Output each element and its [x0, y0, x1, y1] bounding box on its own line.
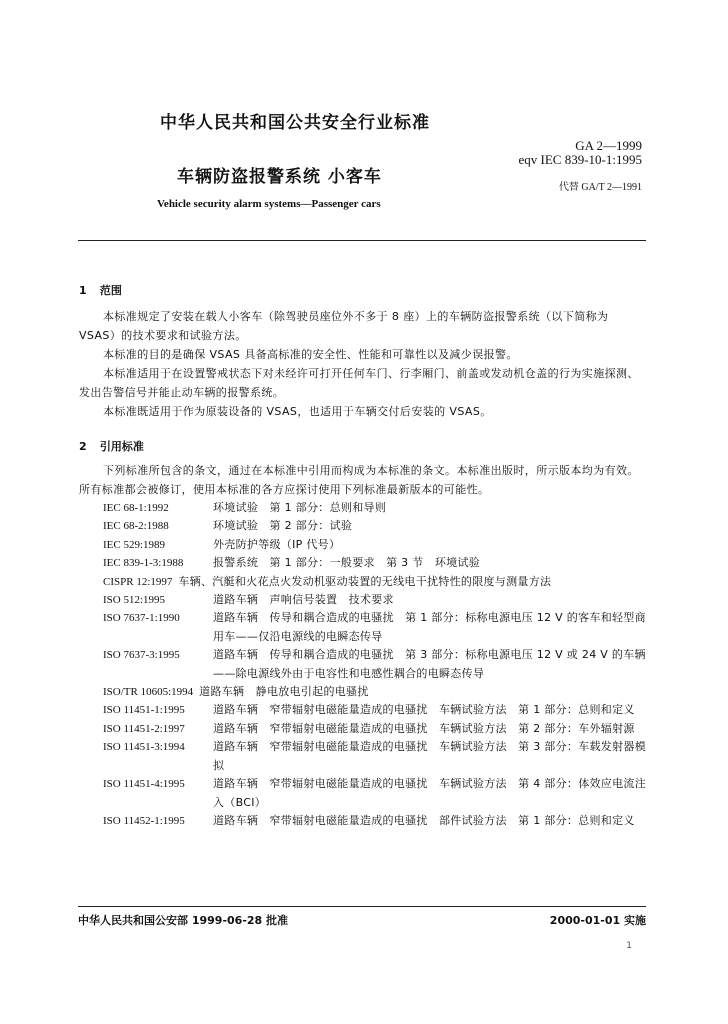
- reference-title: 道路车辆 静电放电引起的电骚扰: [199, 685, 369, 699]
- paragraph: 本标准适用于在设置警戒状态下对未经许可打开任何车门、行李厢门、前盖或发动机仓盖的行为实施探测、发出告警信号并能止动车辆的报警系统。: [79, 367, 639, 399]
- reference-title: 道路车辆 窄带辐射电磁能量造成的电骚扰 车辆试验方法 第 3 部分：车载发射器模拟: [213, 740, 646, 772]
- reference-id: IEC 68-1:1992: [103, 502, 169, 514]
- reference-item: [103, 775, 648, 812]
- reference-item: [103, 701, 648, 719]
- reference-title: 道路车辆 窄带辐射电磁能量造成的电骚扰 车辆试验方法 第 4 部分：体效应电流注入（BCI）: [213, 777, 646, 809]
- paragraph: 本标准的目的是确保 VSAS 具备高标准的安全性、性能和可靠性以及减少误报警。: [103, 348, 518, 361]
- document-title-en: Vehicle security alarm systems—Passenger cars: [157, 198, 381, 210]
- footer-divider: [78, 906, 646, 907]
- implementation-date: 2000-01-01 实施: [549, 914, 646, 927]
- reference-item: [103, 554, 648, 572]
- reference-id: ISO 7637-3:1995: [103, 649, 180, 662]
- reference-title: 道路车辆 声响信号装置 技术要求: [213, 593, 394, 607]
- page-number: 1: [626, 941, 632, 951]
- section-2-intro: [79, 461, 645, 499]
- reference-id: ISO 512:1995: [103, 594, 166, 607]
- reference-title: 报警系统 第 1 部分：一般要求 第 3 节 环境试验: [213, 556, 481, 570]
- reference-title: 车辆、汽艇和火花点火发动机驱动装置的无线电干扰特性的限度与测量方法: [178, 574, 552, 588]
- reference-item: [103, 738, 648, 775]
- reference-id: ISO 11452-1:1995: [103, 814, 185, 827]
- reference-id: ISO 11451-1:1995: [103, 704, 185, 717]
- reference-id: CISPR 12:1997: [103, 575, 173, 588]
- reference-id: ISO 11451-3:1994: [103, 741, 185, 754]
- section-number: 2: [79, 440, 87, 453]
- reference-id: IEC 529:1989: [103, 538, 166, 551]
- paragraph: 本标准规定了安装在载人小客车（除驾驶员座位外不多于 8 座）上的车辆防盗报警系统（以下简称为 VSAS）的技术要求和试验方法。: [79, 310, 609, 342]
- reference-id: ISO 11451-2:1997: [103, 722, 185, 735]
- header-divider: [78, 240, 646, 241]
- approval-line: 中华人民共和国公安部 1999-06-28 批准: [78, 914, 289, 927]
- paragraph: 本标准既适用于作为原装设备的 VSAS，也适用于车辆交付后安装的 VSAS。: [103, 405, 492, 418]
- section-2-heading: [79, 438, 144, 454]
- reference-id: IEC 839-1-3:1988: [103, 557, 184, 570]
- reference-item: [103, 812, 648, 830]
- reference-item: [103, 646, 648, 683]
- section-1-body: [79, 307, 645, 421]
- reference-title: 道路车辆 窄带辐射电磁能量造成的电骚扰 部件试验方法 第 1 部分：总则和定义: [213, 813, 635, 827]
- reference-item: [103, 720, 648, 738]
- reference-item: [103, 683, 648, 701]
- reference-title: 环境试验 第 2 部分：试验: [213, 519, 353, 533]
- reference-title: 道路车辆 窄带辐射电磁能量造成的电骚扰 车辆试验方法 第 1 部分：总则和定义: [213, 703, 635, 717]
- reference-item: [103, 573, 648, 591]
- reference-title: 外壳防护等级（IP 代号）: [213, 537, 341, 551]
- section-number: 1: [79, 284, 87, 297]
- reference-id: ISO 11451-4:1995: [103, 778, 185, 791]
- reference-title: 环境试验 第 1 部分：总则和导则: [213, 501, 387, 514]
- section-title: 引用标准: [99, 440, 144, 453]
- reference-id: ISO 7637-1:1990: [103, 612, 180, 625]
- section-1-heading: [79, 282, 122, 298]
- reference-title: 道路车辆 传导和耦合造成的电骚扰 第 3 部分：标称电源电压 12 V 或 24 V 的车辆——除电源线外由于电容性和电感性耦合的电瞬态传导: [213, 648, 646, 680]
- document-title-cn: 车辆防盗报警系统 小客车: [177, 167, 382, 187]
- reference-item: [103, 499, 648, 517]
- paragraph: 下列标准所包含的条文，通过在本标准中引用而构成为本标准的条文。本标准出版时，所示版本均为有效。所有标准都会被修订，使用本标准的各方应探讨使用下列标准最新版本的可能性。: [79, 464, 639, 496]
- reference-title: 道路车辆 窄带辐射电磁能量造成的电骚扰 车辆试验方法 第 2 部分：车外辐射源: [213, 721, 635, 735]
- section-title: 范围: [99, 284, 122, 297]
- reference-item: [103, 517, 648, 535]
- standard-category-title: 中华人民共和国公共安全行业标准: [160, 113, 430, 133]
- reference-id: ISO/TR 10605:1994: [103, 686, 194, 699]
- standard-code: GA 2—1999: [575, 138, 642, 153]
- reference-id: IEC 68-2:1988: [103, 520, 169, 533]
- standard-code-block: [519, 139, 642, 195]
- reference-item: [103, 591, 648, 609]
- equivalent-standard: eqv IEC 839-10-1:1995: [518, 152, 642, 167]
- reference-title: 道路车辆 传导和耦合造成的电骚扰 第 1 部分：标称电源电压 12 V 的客车和轻型商用车——仅沿电源线的电瞬态传导: [213, 611, 646, 643]
- reference-item: [103, 536, 648, 554]
- replaces-standard: 代替 GA/T 2—1991: [558, 182, 642, 193]
- normative-references-list: [103, 499, 648, 830]
- reference-item: [103, 609, 648, 646]
